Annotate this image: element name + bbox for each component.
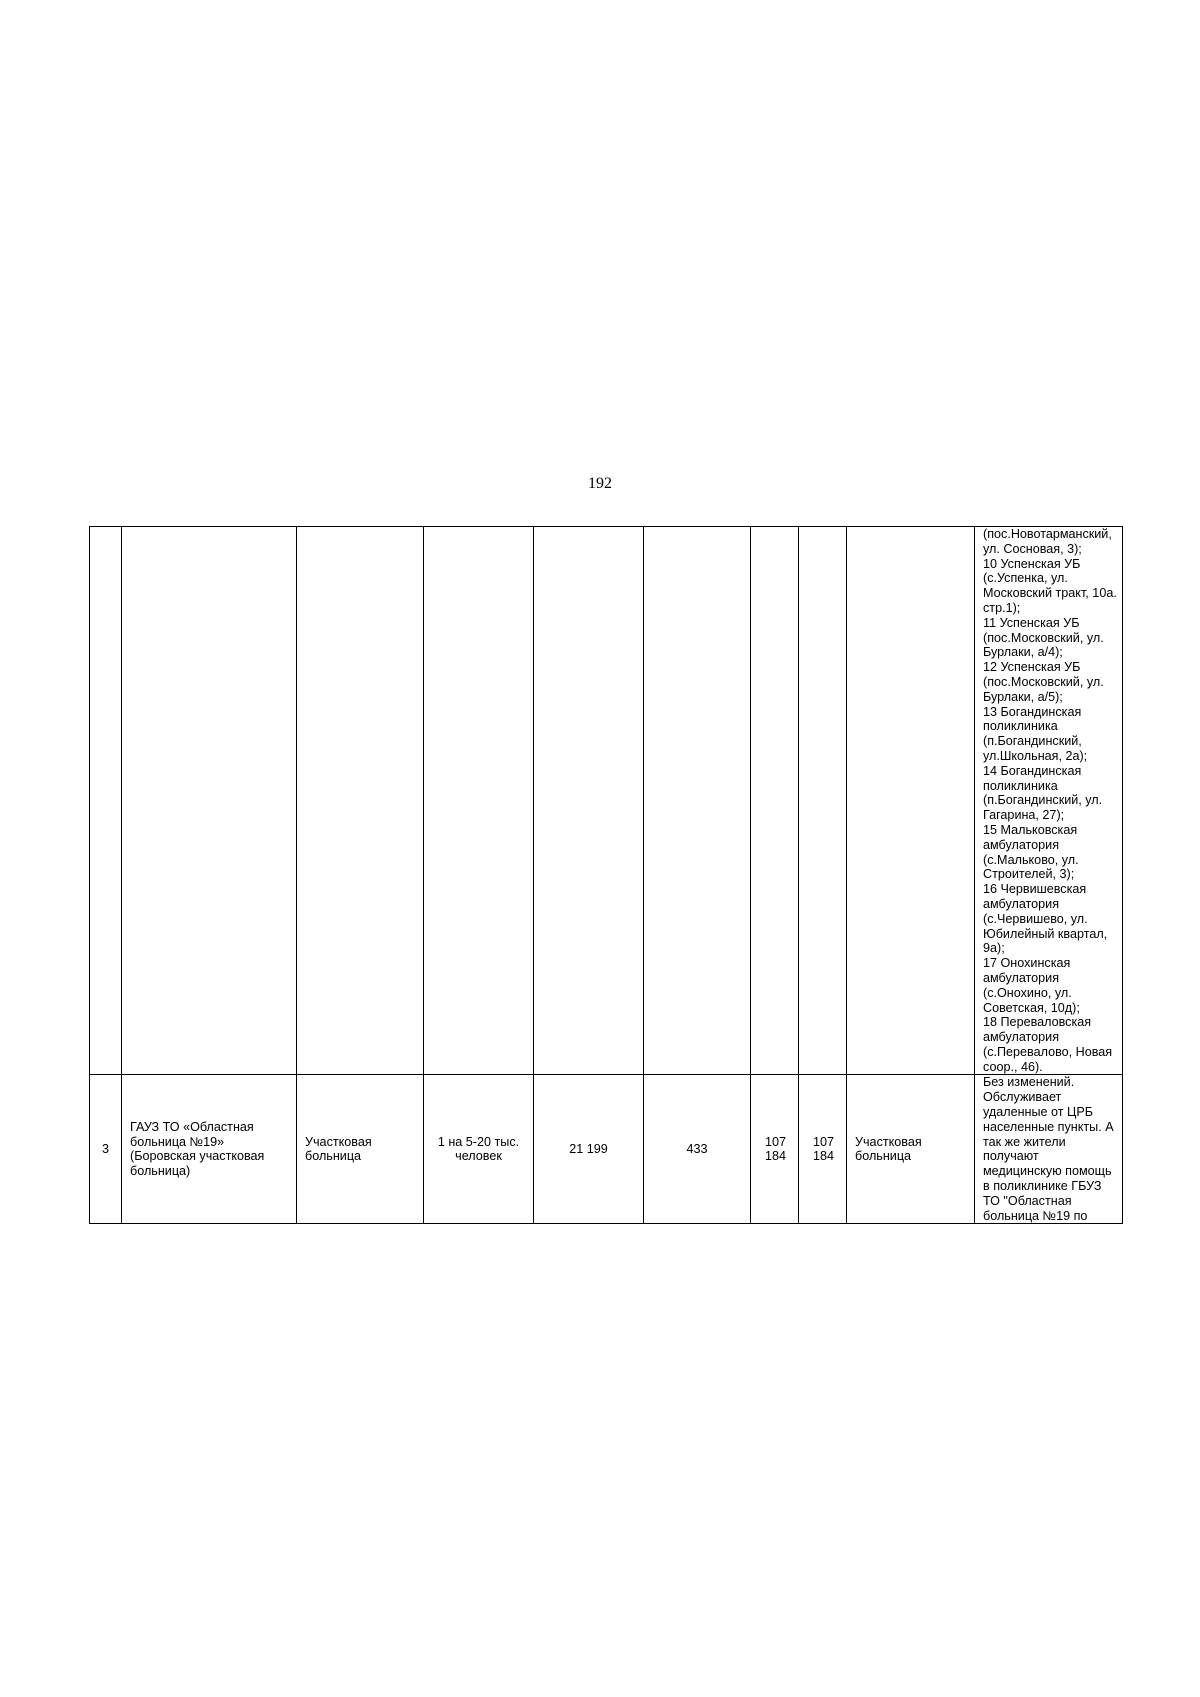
- page-number: 192: [588, 475, 612, 492]
- cell-notes: (пос.Новотарманский, ул. Сосновая, 3); 10 Успенская УБ (с.Успенка, ул. Московский тракт, 10а. стр.1); 11 Успенская УБ (пос.Московский, ул. Бурлаки, а/4); 12 Успенская УБ (пос.Московский, ул. Бурлаки, а/5); 13 Богандинская поликлиника (п.Богандинский, ул.Школьная, 2а); 14 Богандинская поликлиника (п.Богандинский, ул. Гагарина, 27); 15 Мальковская амбулатория (с.Мальково, ул. Строителей, 3); 16 Червишевская амбулатория (с.Червишево, ул. Юбилейный квартал, 9а); 17 Онохинская амбулатория (с.Онохино, ул. Советская, 10д); 18 Переваловская амбулатория (с.Перевалово, Новая соор., 46).: [975, 527, 1123, 1075]
- cell-organization: [122, 527, 297, 1075]
- cell-type: Участковая больница: [297, 1075, 424, 1224]
- cell-organization: ГАУЗ ТО «Областная больница №19» (Боровская участковая больница): [122, 1075, 297, 1224]
- facilities-table: [89, 526, 1123, 1224]
- table-row-continuation: [90, 527, 1123, 1075]
- cell-value-b: 107 184: [799, 1075, 847, 1224]
- cell-value-a: [751, 527, 799, 1075]
- cell-number: [90, 527, 122, 1075]
- cell-notes: Без изменений. Обслуживает удаленные от ЦРБ населенные пункты. А так же жители получают медицинскую помощь в поликлинике ГБУЗ ТО "Областная больница №19 по: [975, 1075, 1123, 1224]
- cell-norm: 1 на 5-20 тыс. человек: [424, 1075, 534, 1224]
- cell-value: [644, 527, 751, 1075]
- cell-value: 433: [644, 1075, 751, 1224]
- table-row: [90, 1075, 1123, 1224]
- cell-type-after: [847, 527, 975, 1075]
- cell-type-after: Участковая больница: [847, 1075, 975, 1224]
- cell-value-a: 107 184: [751, 1075, 799, 1224]
- cell-number: 3: [90, 1075, 122, 1224]
- cell-norm: [424, 527, 534, 1075]
- cell-value-b: [799, 527, 847, 1075]
- cell-type: [297, 527, 424, 1075]
- cell-population: 21 199: [534, 1075, 644, 1224]
- cell-population: [534, 527, 644, 1075]
